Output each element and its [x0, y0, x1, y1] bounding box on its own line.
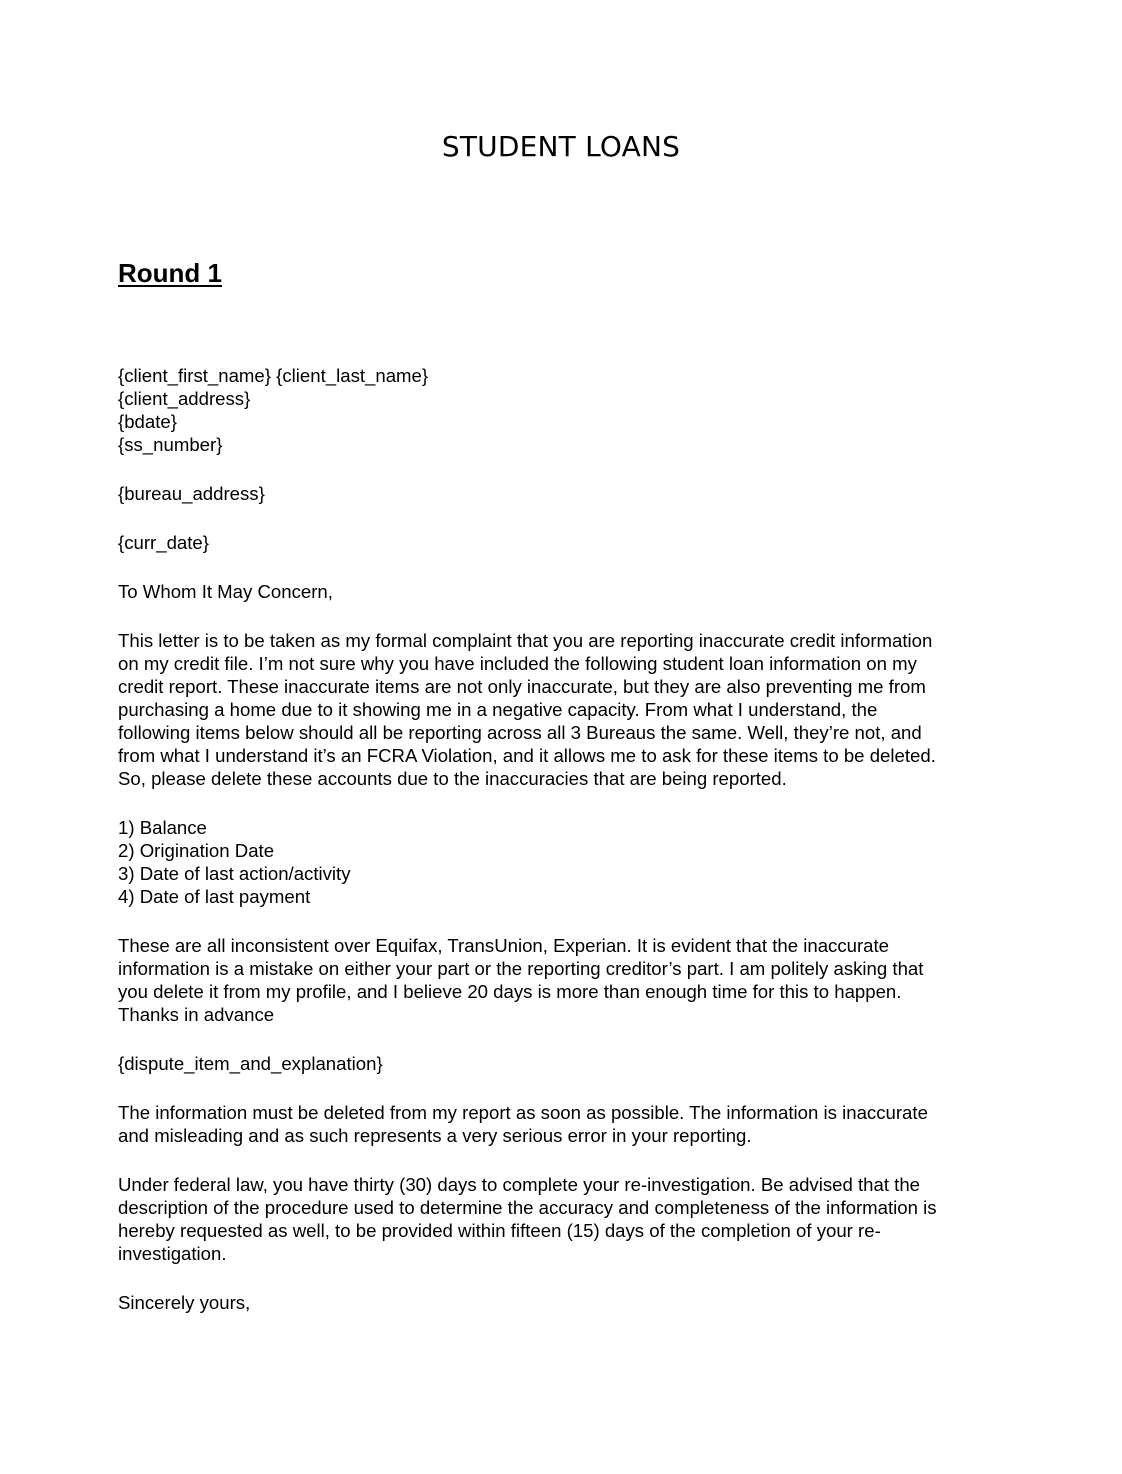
paragraph-line: following items below should all be reporting across all 3 Bureaus the same. Well, they’re not, and	[118, 722, 922, 743]
list-item: 2) Origination Date	[118, 840, 275, 861]
client-info-block	[118, 364, 1008, 456]
paragraph-line: investigation.	[118, 1243, 227, 1264]
list-item: 1) Balance	[118, 817, 207, 838]
list-item: 4) Date of last payment	[118, 886, 311, 907]
paragraph-line: from what I understand it’s an FCRA Violation, and it allows me to ask for these items to be deleted.	[118, 745, 936, 766]
letter-body	[118, 364, 1008, 1340]
dispute-placeholder-block	[118, 1052, 1008, 1075]
round-heading: Round 1	[118, 258, 222, 288]
paragraph-line: on my credit file. I’m not sure why you have included the following student loan information on my	[118, 653, 917, 674]
paragraph-line: description of the procedure used to determine the accuracy and completeness of the information is	[118, 1197, 937, 1218]
salutation-block	[118, 580, 1008, 603]
current-date-line: {curr_date}	[118, 532, 209, 553]
paragraph-line: Under federal law, you have thirty (30) days to complete your re-investigation. Be advised that the	[118, 1174, 921, 1195]
closing-block	[118, 1291, 1008, 1314]
client-ssn-line: {ss_number}	[118, 434, 223, 455]
client-address-line: {client_address}	[118, 388, 251, 409]
paragraph-line: hereby requested as well, to be provided within fifteen (15) days of the completion of your re-	[118, 1220, 881, 1241]
paragraph-line: This letter is to be taken as my formal complaint that you are reporting inaccurate credit information	[118, 630, 933, 651]
paragraph-line: These are all inconsistent over Equifax, TransUnion, Experian. It is evident that the inaccurate	[118, 935, 890, 956]
paragraph-line: So, please delete these accounts due to the inaccuracies that are being reported.	[118, 768, 787, 789]
salutation-line: To Whom It May Concern,	[118, 581, 333, 602]
paragraph-deletion	[118, 1101, 1008, 1147]
paragraph-line: information is a mistake on either your part or the reporting creditor’s part. I am politely asking that	[118, 958, 924, 979]
paragraph-complaint	[118, 629, 1008, 790]
paragraph-inconsistent	[118, 934, 1008, 1026]
bureau-address-block	[118, 482, 1008, 505]
paragraph-line: purchasing a home due to it showing me in a negative capacity. From what I understand, the	[118, 699, 878, 720]
paragraph-line: The information must be deleted from my report as soon as possible. The information is inaccurate	[118, 1102, 928, 1123]
date-block	[118, 531, 1008, 554]
paragraph-line: Thanks in advance	[118, 1004, 275, 1025]
paragraph-line: credit report. These inaccurate items are not only inaccurate, but they are also preventing me from	[118, 676, 926, 697]
paragraph-line: you delete it from my profile, and I believe 20 days is more than enough time for this to happen.	[118, 981, 902, 1002]
client-bdate-line: {bdate}	[118, 411, 177, 432]
closing-line: Sincerely yours,	[118, 1292, 251, 1313]
paragraph-line: and misleading and as such represents a very serious error in your reporting.	[118, 1125, 752, 1146]
dispute-placeholder-line: {dispute_item_and_explanation}	[118, 1053, 383, 1074]
client-name-line: {client_first_name} {client_last_name}	[118, 365, 429, 386]
document-title: STUDENT LOANS	[441, 130, 681, 163]
list-item: 3) Date of last action/activity	[118, 863, 351, 884]
bureau-address-line: {bureau_address}	[118, 483, 265, 504]
inaccuracy-items-list	[118, 816, 1008, 908]
paragraph-federal-law	[118, 1173, 1008, 1265]
